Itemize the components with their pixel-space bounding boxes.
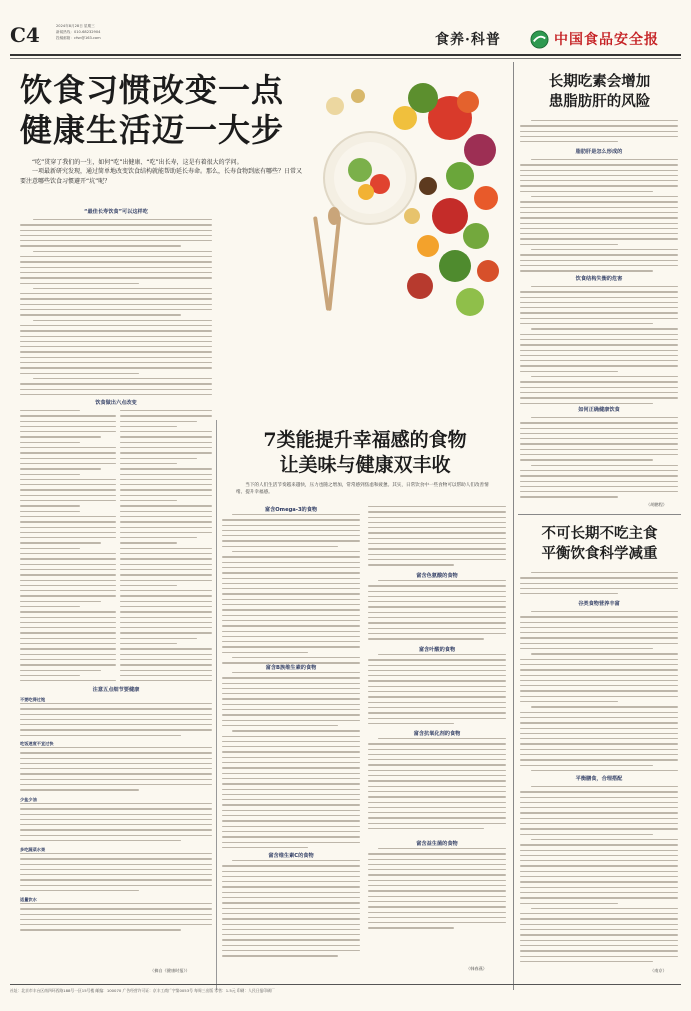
newspaper-logo xyxy=(530,29,659,49)
detail-head-2: 吃饭速度不宜过快 xyxy=(20,741,54,746)
detail-head-5: 适量饮水 xyxy=(20,897,37,902)
details-list xyxy=(20,697,212,977)
main-headline xyxy=(20,70,284,150)
feature-sub-antioxidant: 富含抗氧化剂的食物 xyxy=(413,731,461,737)
news-tel: 新闻热线：010-68232904 xyxy=(56,30,101,34)
right-top-intro xyxy=(520,120,678,150)
right-top-title xyxy=(518,72,681,112)
detail-head-3: 少盐少油 xyxy=(20,797,37,802)
headline-line-1: 饮食习惯改变一点 xyxy=(20,71,285,109)
right-top-sub-2: 饮食结构失衡的危害 xyxy=(575,276,623,282)
right-top-body-2 xyxy=(520,286,678,406)
detail-body-1 xyxy=(20,703,212,741)
right-bottom-title xyxy=(518,524,681,564)
right-top-author: （胡鹏程） xyxy=(646,502,667,507)
feature-title-line-2: 让美味与健康双丰收 xyxy=(279,454,451,476)
subhead-five-details: 注意五点细节要健康 xyxy=(92,687,140,693)
logo-emblem-icon xyxy=(530,30,549,49)
article-body-block-1 xyxy=(20,219,212,397)
right-top-sub-3: 如何正确健康饮食 xyxy=(578,407,620,413)
feature-intro: 当下的人们生活节奏越来越快，压力也随之增加，常常感到焦虑和疲惫。其实，日常饮食中一些食物可以帮助人们改善情绪、提升幸福感。 xyxy=(236,483,489,495)
article-body-block-2 xyxy=(20,410,116,682)
section-title: 食养·科普 xyxy=(435,32,501,48)
subhead-longevity-diet: “最佳长寿饮食”可以这样吃 xyxy=(84,209,148,215)
lead-paragraph xyxy=(20,158,304,186)
submission-email: 投稿邮箱：cfsn@163.com xyxy=(56,36,101,40)
feature-title xyxy=(222,428,508,478)
feature-column-2 xyxy=(368,506,506,976)
article-body-block-3 xyxy=(120,410,212,682)
right-bottom-body-2 xyxy=(520,786,678,966)
detail-body-5 xyxy=(20,903,212,941)
feature-author: （韩春燕） xyxy=(466,966,487,971)
detail-head-4: 多吃蔬菜水果 xyxy=(20,847,46,852)
headline-line-2: 健康生活迈一大步 xyxy=(20,111,285,149)
subhead-six-changes: 饮食做出六点改变 xyxy=(95,400,137,406)
feature-sub-vitc: 富含维生素C的食物 xyxy=(268,853,314,859)
detail-head-1: 不要吃得过饱 xyxy=(20,697,46,702)
issue-date: 2024年8月28日 星期三 xyxy=(56,24,95,28)
right-bottom-body-1 xyxy=(520,611,678,775)
header-rule-thin xyxy=(10,58,681,59)
lead-text-1: “吃”贯穿了我们的一生，如何“吃”出健康、“吃”出长寿，这是有着很大的学问。 xyxy=(32,159,243,166)
feature-column-1 xyxy=(222,506,360,976)
feature-sub-tryptophan: 富含色氨酸的食物 xyxy=(416,573,458,579)
lead-text-2: 一项最新研究发现，通过简单地改变饮食结构就能帮助延长寿命。那么，长寿食物到底有哪些？日常又要注意哪些饮食习惯避开“坑”呢？ xyxy=(20,168,303,185)
right-bottom-sub-2: 平衡膳食，合理搭配 xyxy=(575,776,623,782)
masthead-info xyxy=(56,23,101,41)
healthy-food-photo xyxy=(300,66,508,318)
footer-rule xyxy=(10,984,681,985)
right-top-body-3 xyxy=(520,417,678,499)
right-top-title-line-2: 患脂肪肝的风险 xyxy=(548,93,651,110)
detail-body-3 xyxy=(20,803,212,847)
right-section-divider xyxy=(518,514,681,515)
feature-divider-left xyxy=(216,420,217,990)
right-bottom-title-line-1: 不可长期不吃主食 xyxy=(541,525,658,542)
right-bottom-sub-1: 谷类食物营养丰富 xyxy=(578,601,620,607)
article-note: （摘自《健康时报》） xyxy=(150,968,190,973)
right-top-body-1 xyxy=(520,159,678,275)
detail-body-2 xyxy=(20,747,212,797)
right-top-sub-1: 脂肪肝是怎么形成的 xyxy=(575,149,623,155)
header-rule xyxy=(10,54,681,56)
right-divider xyxy=(513,62,514,990)
right-top-title-line-1: 长期吃素会增加 xyxy=(548,73,651,90)
detail-body-4 xyxy=(20,853,212,897)
page-number: C4 xyxy=(10,23,40,47)
feature-sub-omega3: 富含Omega-3的食物 xyxy=(264,507,318,513)
footer-text: 社址：北京市丰台区南四环西路188号一区15号楼 邮编：100070 广告经营许可证：京丰工商广字第0053号 每周三出版 零售：1.5元 印刷：人民日报印刷厂 xyxy=(10,988,275,993)
feature-sub-probiotic: 富含益生菌的食物 xyxy=(416,841,458,847)
feature-sub-vitb: 富含B族维生素的食物 xyxy=(265,665,317,671)
right-bottom-title-line-2: 平衡饮食科学减重 xyxy=(541,545,658,562)
right-bottom-intro xyxy=(520,572,678,600)
logo-text: 中国食品安全报 xyxy=(554,32,659,48)
feature-title-line-1: 7类能提升幸福感的食物 xyxy=(263,429,467,451)
feature-sub-folate: 富含叶酸的食物 xyxy=(418,647,456,653)
right-bottom-author: （南京） xyxy=(650,968,667,973)
